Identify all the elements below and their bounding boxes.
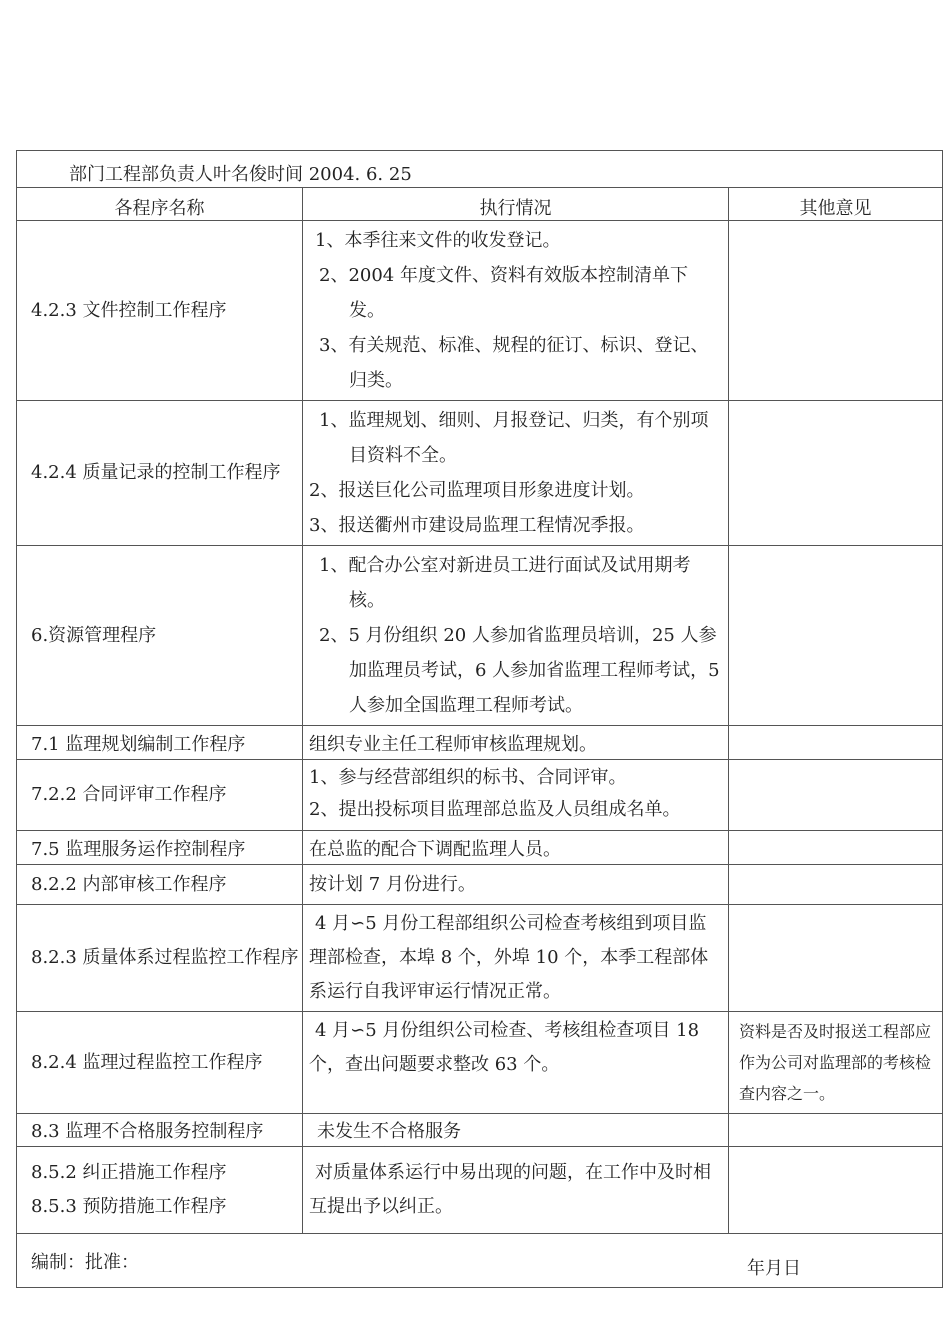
execution-item: 对质量体系运行中易出现的问题，在工作中及时相互提出予以纠正。 [309, 1162, 711, 1217]
procedure-name-cell [17, 1147, 303, 1234]
other-opinion [729, 546, 943, 726]
report-sheet [16, 150, 942, 1288]
other-opinion [729, 1114, 943, 1147]
execution-item: 3、有关规范、标准、规程的征订、标识、登记、归类。 [319, 335, 709, 391]
other-opinion [729, 1147, 943, 1234]
footer-row [17, 1234, 943, 1288]
sign-line: 编制：批准： [17, 1234, 943, 1288]
execution-item: 未发生不合格服务 [317, 1121, 461, 1142]
execution-cell [303, 760, 729, 831]
other-opinion [729, 865, 943, 905]
execution-cell [303, 726, 729, 760]
procedure-name: 8.5.2 纠正措施工作程序 [31, 1162, 227, 1183]
column-header-other: 其他意见 [729, 188, 943, 221]
procedure-name: 4.2.4 质量记录的控制工作程序 [17, 401, 303, 546]
procedure-name: 6.资源管理程序 [17, 546, 303, 726]
other-opinion [729, 905, 943, 1012]
execution-item: 3、报送衢州市建设局监理工程情况季报。 [309, 515, 645, 536]
execution-cell [303, 905, 729, 1012]
other-opinion: 资料是否及时报送工程部应作为公司对监理部的考核检查内容之一。 [729, 1012, 943, 1114]
procedure-name: 8.5.3 预防措施工作程序 [31, 1196, 227, 1217]
other-opinion [729, 401, 943, 546]
table-row [17, 1147, 943, 1234]
execution-cell [303, 1114, 729, 1147]
execution-item: 在总监的配合下调配监理人员。 [309, 839, 561, 860]
other-opinion [729, 760, 943, 831]
column-header-exec: 执行情况 [303, 188, 729, 221]
table-row [17, 1012, 943, 1114]
execution-item: 2、报送巨化公司监理项目形象进度计划。 [309, 480, 645, 501]
column-header-name: 各程序名称 [17, 188, 303, 221]
procedure-name: 7.1 监理规划编制工作程序 [17, 726, 303, 760]
procedure-name: 8.2.4 监理过程监控工作程序 [17, 1012, 303, 1114]
table-row [17, 905, 943, 1012]
execution-cell [303, 831, 729, 865]
table-row [17, 221, 943, 401]
execution-item: 2、5 月份组织 20 人参加省监理员培训，25 人参加监理员考试，6 人参加省监理工程师考试，5 人参加全国监理工程师考试。 [319, 625, 720, 716]
execution-cell [303, 221, 729, 401]
table-row [17, 865, 943, 905]
other-opinion [729, 221, 943, 401]
column-header-row [17, 188, 943, 221]
procedure-name: 8.2.2 内部审核工作程序 [17, 865, 303, 905]
execution-item: 4 月∽5 月份组织公司检查、考核组检查项目 18 个，查出问题要求整改 63 个。 [309, 1020, 700, 1075]
execution-cell [303, 401, 729, 546]
execution-item: 2、提出投标项目监理部总监及人员组成名单。 [309, 799, 681, 820]
table-row [17, 546, 943, 726]
execution-item: 1、监理规划、细则、月报登记、归类，有个别项目资料不全。 [319, 410, 709, 466]
execution-item: 1、本季往来文件的收发登记。 [315, 230, 561, 251]
execution-cell [303, 546, 729, 726]
procedure-name: 8.2.3 质量体系过程监控工作程序 [17, 905, 303, 1012]
execution-cell [303, 1012, 729, 1114]
header-row [17, 151, 943, 188]
execution-item: 组织专业主任工程师审核监理规划。 [309, 734, 597, 755]
procedure-name: 7.5 监理服务运作控制程序 [17, 831, 303, 865]
execution-item: 4 月∽5 月份工程部组织公司检查考核组到项目监理部检查，本埠 8 个，外埠 10 个，本季工程部体系运行自我评审运行情况正常。 [309, 913, 709, 1002]
execution-item: 1、参与经营部组织的标书、合同评审。 [309, 767, 627, 788]
procedure-table [16, 150, 943, 1288]
table-row [17, 760, 943, 831]
execution-cell [303, 865, 729, 905]
execution-item: 按计划 7 月份进行。 [309, 874, 476, 895]
table-row [17, 1114, 943, 1147]
table-row [17, 401, 943, 546]
department-info: 部门工程部负责人叶名俊时间 2004. 6. 25 [17, 151, 943, 188]
table-row [17, 831, 943, 865]
procedure-name: 4.2.3 文件控制工作程序 [17, 221, 303, 401]
procedure-name: 8.3 监理不合格服务控制程序 [17, 1114, 303, 1147]
other-opinion [729, 726, 943, 760]
date-line: 年月日 [747, 1258, 801, 1279]
table-row [17, 726, 943, 760]
execution-cell [303, 1147, 729, 1234]
procedure-name: 7.2.2 合同评审工作程序 [17, 760, 303, 831]
execution-item: 1、配合办公室对新进员工进行面试及试用期考核。 [319, 555, 691, 611]
execution-item: 2、2004 年度文件、资料有效版本控制清单下发。 [319, 265, 688, 321]
other-opinion [729, 831, 943, 865]
